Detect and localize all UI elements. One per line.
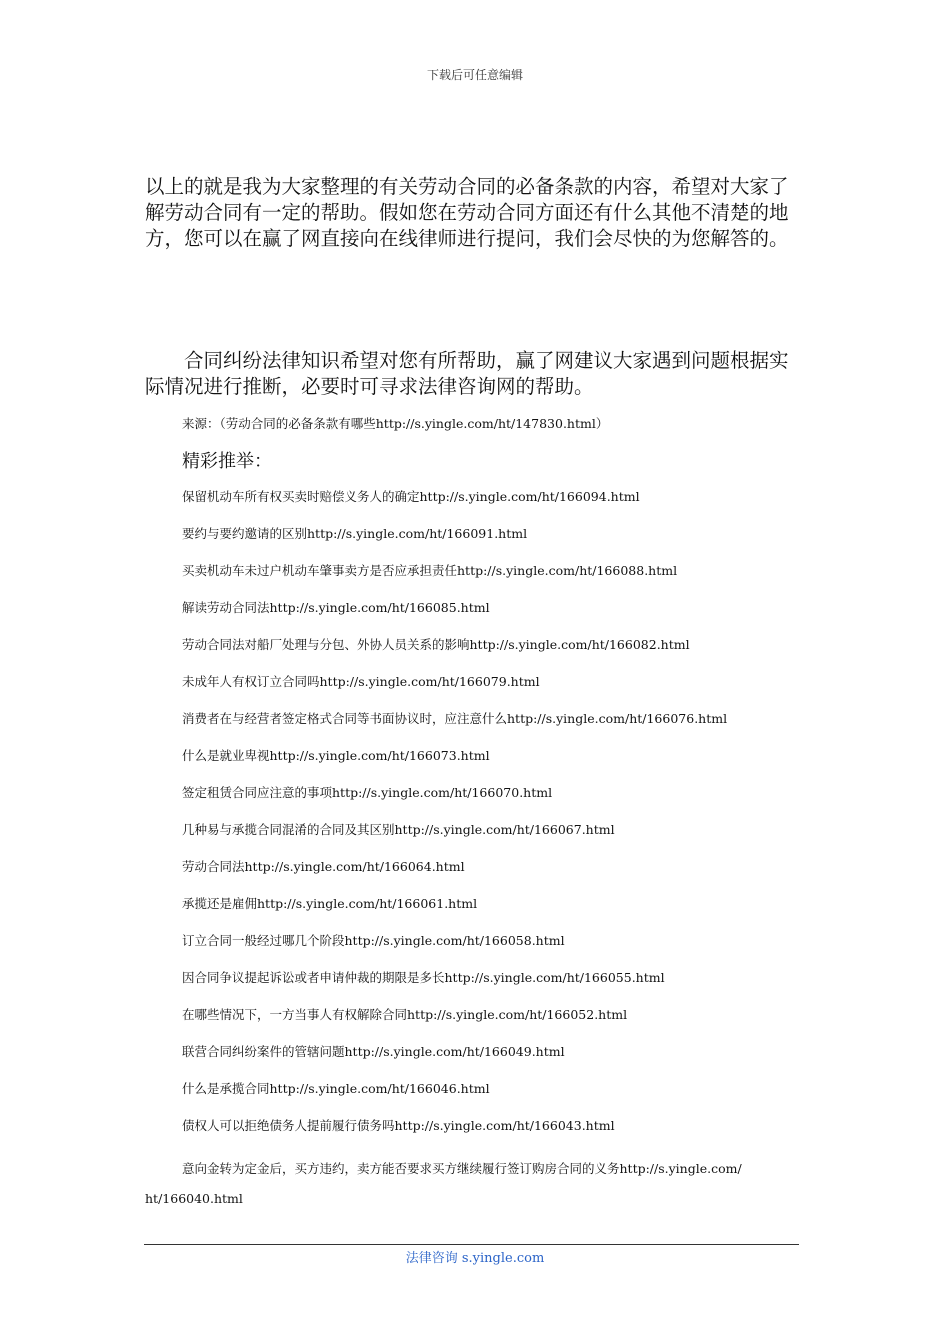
recommendation-link[interactable]: 订立合同一般经过哪几个阶段http://s.yingle.com/ht/166058.html [182, 933, 565, 948]
recommendation-link[interactable]: 劳动合同法http://s.yingle.com/ht/166064.html [182, 859, 465, 874]
recommendation-link[interactable]: 几种易与承揽合同混淆的合同及其区别http://s.yingle.com/ht/166067.html [182, 822, 615, 837]
recommendation-link[interactable]: 因合同争议提起诉讼或者申请仲裁的期限是多长http://s.yingle.com/ht/166055.html [182, 970, 665, 985]
recommendation-link[interactable]: 在哪些情况下，一方当事人有权解除合同http://s.yingle.com/ht/166052.html [182, 1007, 628, 1022]
recommendation-link[interactable]: 什么是承揽合同http://s.yingle.com/ht/166046.html [182, 1081, 490, 1096]
footer-link[interactable]: 法律咨询 s.yingle.com [405, 1251, 545, 1266]
recommendation-link[interactable]: 什么是就业卑视http://s.yingle.com/ht/166073.html [182, 748, 490, 763]
body-paragraph-2: 合同纠纷法律知识希望对您有所帮助，赢了网建议大家遇到问题根据实际情况进行推断，必要时可寻求法律咨询网的帮助。 [145, 349, 789, 398]
recommendation-link[interactable]: 消费者在与经营者签定格式合同等书面协议时，应注意什么http://s.yingle.com/ht/166076.html [182, 711, 728, 726]
recommendation-link[interactable]: 保留机动车所有权买卖时赔偿义务人的确定http://s.yingle.com/ht/166094.html [182, 489, 640, 504]
footer-divider [144, 1244, 799, 1245]
header-note: 下载后可任意编辑 [426, 68, 523, 82]
recommendation-link[interactable]: 未成年人有权订立合同吗http://s.yingle.com/ht/166079.html [182, 674, 540, 689]
recommendation-link[interactable]: 签定租赁合同应注意的事项http://s.yingle.com/ht/166070.html [182, 785, 553, 800]
body-paragraph-1: 以上的就是我为大家整理的有关劳动合同的必备条款的内容，希望对大家了解劳动合同有一定的帮助。假如您在劳动合同方面还有什么其他不清楚的地方，您可以在赢了网直接向在线律师进行提问，我们会尽快的为您解答的。 [145, 175, 789, 250]
recommendation-link[interactable]: 债权人可以拒绝债务人提前履行债务吗http://s.yingle.com/ht/166043.html [182, 1118, 615, 1133]
source-line: 来源：（劳动合同的必备条款有哪些http://s.yingle.com/ht/147830.html） [182, 416, 609, 431]
recommendation-link[interactable]: 承揽还是雇佣http://s.yingle.com/ht/166061.html [182, 896, 478, 911]
recommendation-link[interactable]: 联营合同纠纷案件的管辖问题http://s.yingle.com/ht/166049.html [182, 1044, 565, 1059]
recommendations-list [145, 488, 815, 1214]
recommendation-link[interactable]: 意向金转为定金后，买方违约，卖方能否要求买方继续履行签订购房合同的义务http://s.yingle.com/ht/166040.html [145, 1161, 742, 1206]
recommendation-link[interactable]: 劳动合同法对船厂处理与分包、外协人员关系的影响http://s.yingle.com/ht/166082.html [182, 637, 690, 652]
recommendation-link[interactable]: 要约与要约邀请的区别http://s.yingle.com/ht/166091.html [182, 526, 528, 541]
recommendations-title: 精彩推举： [182, 451, 272, 472]
recommendation-link[interactable]: 解读劳动合同法http://s.yingle.com/ht/166085.html [182, 600, 490, 615]
recommendation-link[interactable]: 买卖机动车未过户机动车肇事卖方是否应承担责任http://s.yingle.com/ht/166088.html [182, 563, 678, 578]
